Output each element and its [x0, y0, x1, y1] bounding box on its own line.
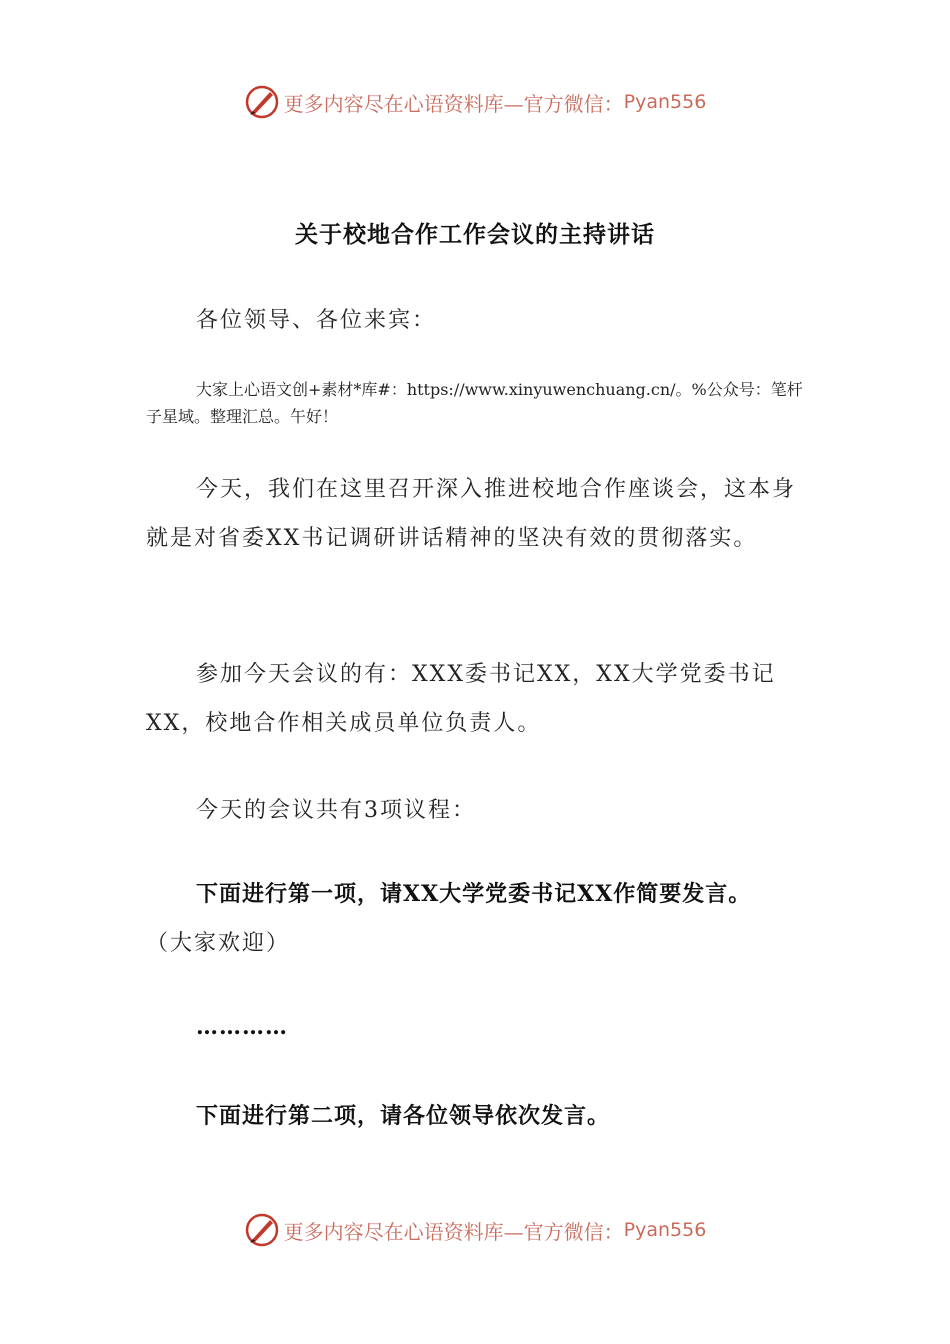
- agenda-item-1-note: （大家欢迎）: [146, 931, 291, 956]
- watermark-text: 更多内容尽在心语资料库—官方微信：: [283, 1219, 624, 1244]
- document-title: 关于校地合作工作会议的主持讲话: [295, 221, 655, 248]
- paragraph-agenda: 今天的会议共有3项议程：: [196, 798, 476, 823]
- watermark-id: Pyan556: [623, 91, 707, 113]
- greeting: 各位领导、各位来宾：: [196, 308, 437, 333]
- watermark-banner-bottom: [0, 1210, 950, 1250]
- pen-logo-icon: [244, 84, 280, 120]
- ellipsis: …………: [196, 1014, 288, 1040]
- watermark-id: Pyan556: [623, 1219, 707, 1241]
- paragraph-opening: 今天，我们在这里召开深入推进校地合作座谈会，这本身就是对省委XX书记调研讲话精神的坚决有效的贯彻落实。: [146, 477, 797, 551]
- watermark-banner-top: [0, 82, 950, 122]
- paragraph-attendees: 参加今天会议的有：XXX委书记XX，XX大学党委书记XX，校地合作相关成员单位负责人。: [146, 662, 776, 736]
- pen-logo-icon: [244, 1212, 280, 1248]
- agenda-item-1: 下面进行第一项，请XX大学党委书记XX作简要发言。: [196, 881, 752, 907]
- source-note: 大家上心语文创+素材*库#：https://www.xinyuwenchuang.cn/。%公众号：笔杆子星域。整理汇总。午好！: [146, 380, 803, 426]
- watermark-text: 更多内容尽在心语资料库—官方微信：: [283, 91, 624, 116]
- agenda-item-2: 下面进行第二项，请各位领导依次发言。: [196, 1103, 611, 1129]
